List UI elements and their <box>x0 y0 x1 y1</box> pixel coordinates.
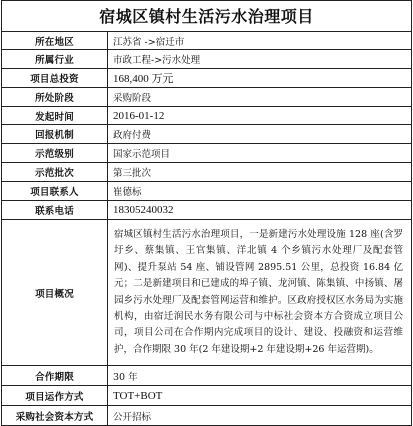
procurement-method-label: 采购社会资本方式 <box>2 406 108 426</box>
industry-value: 市政工程->污水处理 <box>108 50 412 69</box>
start-date-value: 2016-01-12 <box>108 107 412 125</box>
table-row-start-date <box>2 107 412 125</box>
investment-value: 168,400 万元 <box>108 69 412 88</box>
cooperation-period-value: 30 年 <box>108 366 412 386</box>
table-row-industry <box>2 50 412 69</box>
overview-value: 宿城区镇村生活污水治理项目，一是新建污水处理设施 128 座(含罗圩乡、蔡集镇、王官集镇、洋北镇 4 个乡镇污水处理厂及配套管网)、提升泵站 54 座、铺设管网 2895.51 公里，总投资 16.84 亿元；二是新建项目和已建成的埠子镇、龙河镇、陈集镇、中扬镇、屠园乡污水处理厂及配套管网运营和维护。区政府授权区水务局为实施机构，由宿迁润民水务有限公司与中标社会资本方合资成立项目公司，项目公司在合作期内完成项目的设计、建设、投融资和运营维护，合作期限 30 年(2 年建设期+2 年建设期+26 年运营期)。 <box>108 220 412 366</box>
table-row-demo-level <box>2 144 412 163</box>
industry-label: 所属行业 <box>2 50 108 69</box>
contact-value: 崔德标 <box>108 182 412 201</box>
return-mechanism-value: 政府付费 <box>108 125 412 144</box>
demo-batch-label: 示范批次 <box>2 163 108 182</box>
stage-value: 采购阶段 <box>108 88 412 107</box>
demo-level-label: 示范级别 <box>2 144 108 163</box>
table-row-operation-mode <box>2 386 412 406</box>
overview-label: 项目概况 <box>2 220 108 366</box>
start-date-label: 发起时间 <box>2 107 108 125</box>
region-label: 所在地区 <box>2 32 108 50</box>
contact-label: 项目联系人 <box>2 182 108 201</box>
investment-label: 项目总投资 <box>2 69 108 88</box>
procurement-method-value: 公开招标 <box>108 406 412 426</box>
table-row-contact <box>2 182 412 201</box>
project-info-table <box>1 31 412 426</box>
phone-value: 18305240032 <box>108 201 412 220</box>
region-value: 江苏省 ->宿迁市 <box>108 32 412 50</box>
page-title: 宿城区镇村生活污水治理项目 <box>1 0 412 31</box>
operation-mode-value: TOT+BOT <box>108 386 412 406</box>
table-row-return-mechanism <box>2 125 412 144</box>
table-row-demo-batch <box>2 163 412 182</box>
table-row-overview <box>2 220 412 366</box>
table-row-region <box>2 32 412 50</box>
table-row-cooperation-period <box>2 366 412 386</box>
table-row-phone <box>2 201 412 220</box>
table-row-procurement-method <box>2 406 412 426</box>
demo-batch-value: 第三批次 <box>108 163 412 182</box>
operation-mode-label: 项目运作方式 <box>2 386 108 406</box>
return-mechanism-label: 回报机制 <box>2 125 108 144</box>
table-row-stage <box>2 88 412 107</box>
phone-label: 联系电话 <box>2 201 108 220</box>
demo-level-value: 国家示范项目 <box>108 144 412 163</box>
cooperation-period-label: 合作期限 <box>2 366 108 386</box>
table-row-investment <box>2 69 412 88</box>
stage-label: 所处阶段 <box>2 88 108 107</box>
